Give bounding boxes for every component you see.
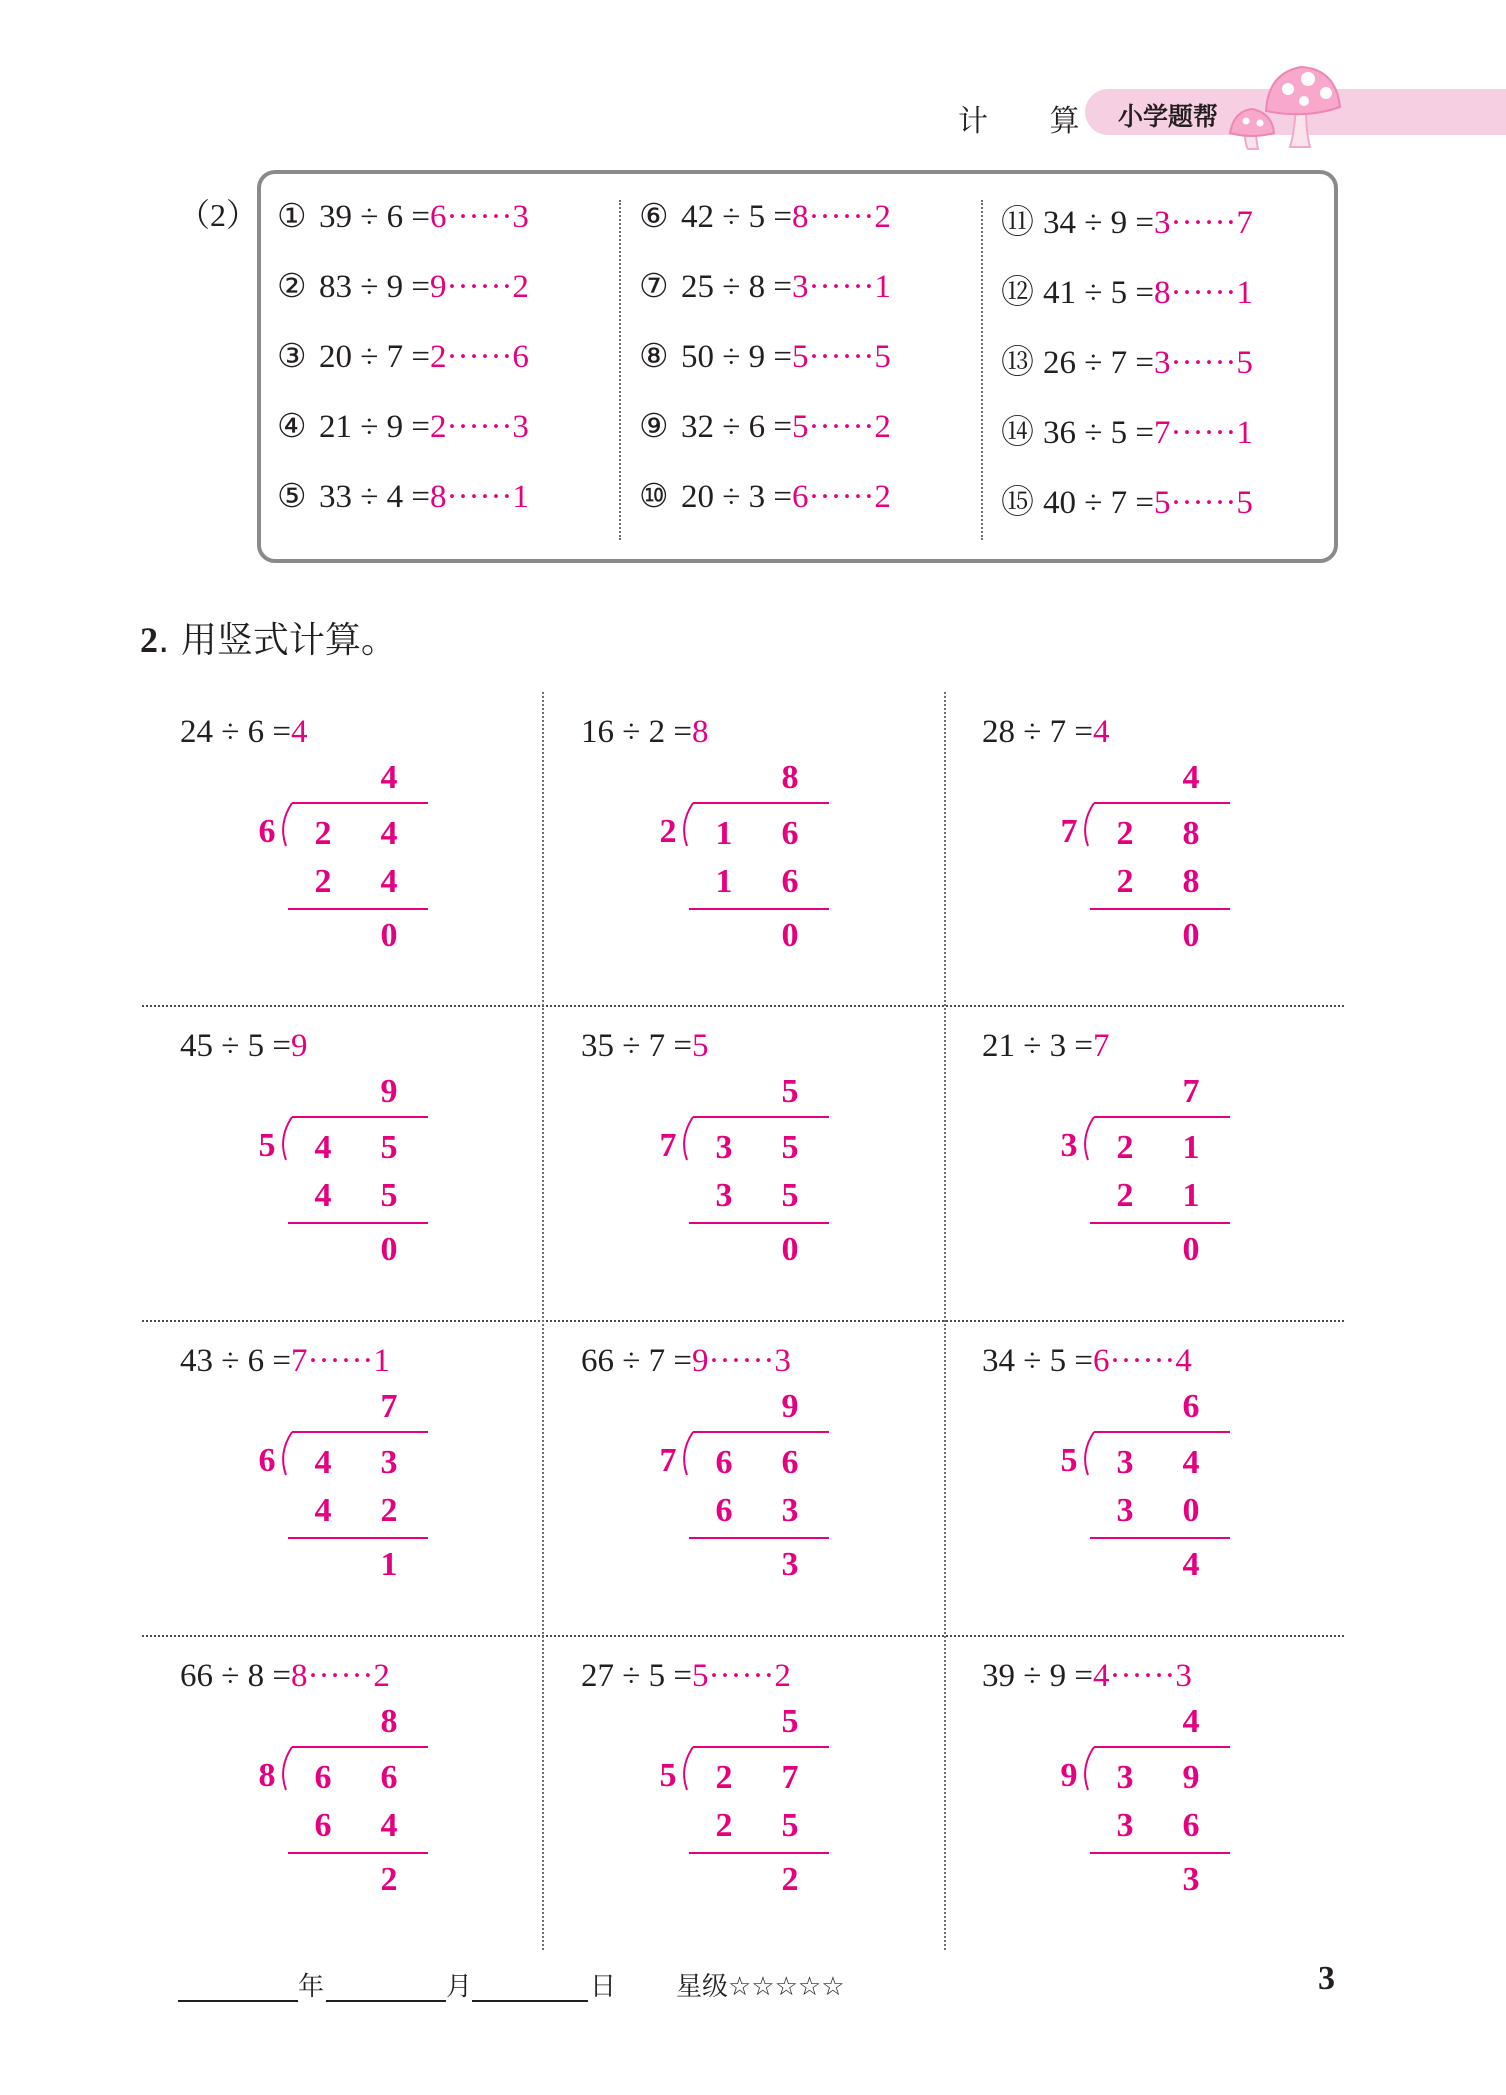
problem-number: ⑤ xyxy=(277,479,307,515)
problem-number: ⑨ xyxy=(639,409,669,445)
division-bracket xyxy=(677,1431,699,1477)
division-bar xyxy=(292,802,428,804)
dividend-ones: 8 xyxy=(1182,815,1200,852)
quotient-digit: 7 xyxy=(380,1388,398,1425)
problem-number: ⑦ xyxy=(639,269,669,305)
long-division xyxy=(944,692,1344,1005)
product-ones: 5 xyxy=(781,1177,799,1214)
quotient-digit: 4 xyxy=(1182,759,1200,796)
division-bracket xyxy=(276,1746,298,1792)
equation-answer: 5 xyxy=(691,1028,709,1064)
product-tens: 2 xyxy=(314,863,332,900)
divisor-digit: 3 xyxy=(1060,1127,1078,1164)
product-tens: 4 xyxy=(314,1177,332,1214)
equation-answer: 8 xyxy=(691,714,709,750)
quotient-digit: 6 xyxy=(1182,1388,1200,1425)
oral-problem xyxy=(639,406,891,446)
division-bracket xyxy=(276,802,298,848)
problem-answer: 6······3 xyxy=(429,199,529,235)
division-bracket xyxy=(677,802,699,848)
equation-answer: 8······2 xyxy=(290,1658,390,1694)
division-bar xyxy=(1094,802,1230,804)
problem-number: ④ xyxy=(277,409,307,445)
division-bar xyxy=(292,1431,428,1433)
product-ones: 5 xyxy=(380,1177,398,1214)
long-division xyxy=(543,692,943,1005)
equation-text: 16 ÷ 2 = xyxy=(581,714,692,750)
product-ones: 5 xyxy=(781,1807,799,1844)
product-tens: 2 xyxy=(1116,863,1134,900)
problem-expression: 20 ÷ 7 = xyxy=(319,339,430,375)
product-tens: 2 xyxy=(715,1807,733,1844)
section-instruction: . 用竖式计算。 xyxy=(158,620,397,661)
dividend-tens: 2 xyxy=(1116,815,1134,852)
dividend-ones: 6 xyxy=(781,815,799,852)
division-bracket xyxy=(677,1116,699,1162)
problem-answer: 5······2 xyxy=(791,409,891,445)
problem-expression: 20 ÷ 3 = xyxy=(681,479,792,515)
dividend-ones: 6 xyxy=(380,1759,398,1796)
dividend-ones: 4 xyxy=(380,815,398,852)
quotient-digit: 4 xyxy=(1182,1703,1200,1740)
month-label: 月 xyxy=(446,1972,473,2002)
divisor-digit: 6 xyxy=(258,813,276,850)
dividend-ones: 4 xyxy=(1182,1444,1200,1481)
problem-answer: 3······1 xyxy=(791,269,891,305)
oral-calc-box xyxy=(257,170,1338,563)
section-number: 2 xyxy=(140,620,158,660)
division-bar xyxy=(693,1116,829,1118)
division-bar xyxy=(292,1746,428,1748)
equation-answer: 7······1 xyxy=(290,1343,390,1379)
equation-answer: 7 xyxy=(1092,1028,1110,1064)
remainder-digit: 0 xyxy=(380,917,398,954)
product-tens: 3 xyxy=(1116,1807,1134,1844)
problem-number: ① xyxy=(277,199,307,235)
dividend-ones: 5 xyxy=(781,1129,799,1166)
product-ones: 2 xyxy=(380,1492,398,1529)
problem-expression: 40 ÷ 7 = xyxy=(1043,485,1154,521)
problem-answer: 8······1 xyxy=(1153,275,1253,311)
equation-text: 39 ÷ 9 = xyxy=(982,1658,1093,1694)
section-title: 计 算 xyxy=(958,104,1106,139)
product-ones: 6 xyxy=(1182,1807,1200,1844)
division-bracket xyxy=(1078,1746,1100,1792)
subtraction-line xyxy=(1090,1852,1230,1854)
subtraction-line xyxy=(288,908,428,910)
long-division xyxy=(142,1006,542,1319)
problem-number: ⑬ xyxy=(1001,345,1034,381)
division-bracket xyxy=(276,1116,298,1162)
problem-number: ② xyxy=(277,269,307,305)
remainder-digit: 2 xyxy=(781,1861,799,1898)
equation-text: 24 ÷ 6 = xyxy=(180,714,291,750)
column-divider xyxy=(619,200,621,540)
problem-expression: 21 ÷ 9 = xyxy=(319,409,430,445)
division-bracket xyxy=(1078,1116,1100,1162)
day-blank xyxy=(472,2000,588,2002)
problem-answer: 2······3 xyxy=(429,409,529,445)
division-cell xyxy=(142,1006,542,1319)
division-cell xyxy=(543,1636,943,1949)
oral-problem xyxy=(1001,476,1253,523)
long-division xyxy=(543,1006,943,1319)
dividend-ones: 1 xyxy=(1182,1129,1200,1166)
problem-expression: 50 ÷ 9 = xyxy=(681,339,792,375)
problem-expression: 41 ÷ 5 = xyxy=(1043,275,1154,311)
product-ones: 1 xyxy=(1182,1177,1200,1214)
day-label: 日 xyxy=(590,1972,617,2002)
division-bracket xyxy=(677,1746,699,1792)
product-tens: 4 xyxy=(314,1492,332,1529)
remainder-digit: 0 xyxy=(781,917,799,954)
product-ones: 3 xyxy=(781,1492,799,1529)
divisor-digit: 7 xyxy=(659,1442,677,1479)
oral-problem xyxy=(639,336,891,376)
divisor-digit: 5 xyxy=(659,1757,677,1794)
equation-answer: 6······4 xyxy=(1092,1343,1192,1379)
subtraction-line xyxy=(689,1852,829,1854)
division-bar xyxy=(1094,1116,1230,1118)
product-ones: 4 xyxy=(380,1807,398,1844)
problem-expression: 26 ÷ 7 = xyxy=(1043,345,1154,381)
oral-problem xyxy=(277,476,529,516)
product-tens: 1 xyxy=(715,863,733,900)
oral-problem xyxy=(1001,266,1253,313)
subtraction-line xyxy=(1090,1537,1230,1539)
remainder-digit: 0 xyxy=(1182,917,1200,954)
problem-answer: 7······1 xyxy=(1153,415,1253,451)
oral-problem xyxy=(639,196,891,236)
subtraction-line xyxy=(288,1537,428,1539)
equation-text: 27 ÷ 5 = xyxy=(581,1658,692,1694)
subtraction-line xyxy=(1090,1222,1230,1224)
long-division xyxy=(944,1006,1344,1319)
equation-text: 34 ÷ 5 = xyxy=(982,1343,1093,1379)
equation-answer: 4······3 xyxy=(1092,1658,1192,1694)
remainder-digit: 3 xyxy=(1182,1861,1200,1898)
dividend-tens: 2 xyxy=(314,815,332,852)
dividend-tens: 2 xyxy=(715,1759,733,1796)
equation-text: 35 ÷ 7 = xyxy=(581,1028,692,1064)
mushroom-icon xyxy=(1226,55,1346,151)
division-bar xyxy=(1094,1431,1230,1433)
remainder-digit: 0 xyxy=(380,1231,398,1268)
remainder-digit: 3 xyxy=(781,1546,799,1583)
dividend-ones: 9 xyxy=(1182,1759,1200,1796)
divisor-digit: 8 xyxy=(258,1757,276,1794)
division-bar xyxy=(693,1431,829,1433)
product-ones: 0 xyxy=(1182,1492,1200,1529)
dividend-ones: 3 xyxy=(380,1444,398,1481)
equation-text: 28 ÷ 7 = xyxy=(982,714,1093,750)
problem-answer: 9······2 xyxy=(429,269,529,305)
section-2-title xyxy=(140,612,397,663)
division-cell xyxy=(944,1636,1344,1949)
star-rating: 星级☆☆☆☆☆ xyxy=(676,1972,845,2002)
page-number: 3 xyxy=(1318,1960,1335,1997)
oral-problem xyxy=(639,266,891,306)
dividend-tens: 6 xyxy=(314,1759,332,1796)
product-tens: 6 xyxy=(715,1492,733,1529)
problem-number: ③ xyxy=(277,339,307,375)
quotient-digit: 8 xyxy=(380,1703,398,1740)
quotient-digit: 7 xyxy=(1182,1073,1200,1110)
problem-answer: 5······5 xyxy=(1153,485,1253,521)
problem-answer: 8······1 xyxy=(429,479,529,515)
subtraction-line xyxy=(1090,908,1230,910)
problem-expression: 42 ÷ 5 = xyxy=(681,199,792,235)
division-cell xyxy=(944,1321,1344,1634)
year-label: 年 xyxy=(298,1972,325,2002)
division-cell xyxy=(944,692,1344,1005)
dividend-tens: 4 xyxy=(314,1129,332,1166)
equation-text: 21 ÷ 3 = xyxy=(982,1028,1093,1064)
division-bracket xyxy=(276,1431,298,1477)
dividend-tens: 3 xyxy=(715,1129,733,1166)
problem-expression: 36 ÷ 5 = xyxy=(1043,415,1154,451)
oral-problem xyxy=(277,406,529,446)
oral-problem xyxy=(1001,336,1253,383)
dividend-tens: 3 xyxy=(1116,1759,1134,1796)
divisor-digit: 5 xyxy=(258,1127,276,1164)
equation-text: 66 ÷ 7 = xyxy=(581,1343,692,1379)
quotient-digit: 9 xyxy=(781,1388,799,1425)
division-bar xyxy=(292,1116,428,1118)
product-ones: 4 xyxy=(380,863,398,900)
quotient-digit: 9 xyxy=(380,1073,398,1110)
long-division xyxy=(142,1321,542,1634)
dividend-tens: 1 xyxy=(715,815,733,852)
equation-answer: 9 xyxy=(290,1028,308,1064)
problem-expression: 32 ÷ 6 = xyxy=(681,409,792,445)
remainder-digit: 2 xyxy=(380,1861,398,1898)
oral-problem xyxy=(1001,406,1253,453)
division-bar xyxy=(693,802,829,804)
problem-number: ⑮ xyxy=(1001,485,1034,521)
division-cell xyxy=(543,1006,943,1319)
problem-number: ⑭ xyxy=(1001,415,1034,451)
product-ones: 6 xyxy=(781,863,799,900)
part-label: （2） xyxy=(178,197,259,233)
problem-answer: 5······5 xyxy=(791,339,891,375)
subtraction-line xyxy=(288,1852,428,1854)
product-ones: 8 xyxy=(1182,863,1200,900)
problem-number: ⑫ xyxy=(1001,275,1034,311)
divisor-digit: 6 xyxy=(258,1442,276,1479)
dividend-tens: 2 xyxy=(1116,1129,1134,1166)
subtraction-line xyxy=(689,1537,829,1539)
year-blank xyxy=(178,2000,298,2002)
equation-answer: 4 xyxy=(290,714,308,750)
remainder-digit: 1 xyxy=(380,1546,398,1583)
dividend-ones: 6 xyxy=(781,1444,799,1481)
subtraction-line xyxy=(689,1222,829,1224)
problem-answer: 6······2 xyxy=(791,479,891,515)
dividend-tens: 6 xyxy=(715,1444,733,1481)
equation-answer: 9······3 xyxy=(691,1343,791,1379)
division-cell xyxy=(142,1321,542,1634)
dividend-ones: 5 xyxy=(380,1129,398,1166)
product-tens: 3 xyxy=(1116,1492,1134,1529)
problem-expression: 34 ÷ 9 = xyxy=(1043,205,1154,241)
brand-label: 小学题帮 xyxy=(1118,102,1219,131)
division-bracket xyxy=(1078,1431,1100,1477)
long-division xyxy=(944,1636,1344,1949)
problem-expression: 39 ÷ 6 = xyxy=(319,199,430,235)
quotient-digit: 4 xyxy=(380,759,398,796)
division-bracket xyxy=(1078,802,1100,848)
equation-text: 43 ÷ 6 = xyxy=(180,1343,291,1379)
subtraction-line xyxy=(288,1222,428,1224)
dividend-ones: 7 xyxy=(781,1759,799,1796)
oral-problem xyxy=(1001,196,1253,243)
equation-text: 45 ÷ 5 = xyxy=(180,1028,291,1064)
division-cell xyxy=(142,1636,542,1949)
divisor-digit: 2 xyxy=(659,813,677,850)
equation-answer: 4 xyxy=(1092,714,1110,750)
oral-problem xyxy=(277,196,529,236)
problem-expression: 83 ÷ 9 = xyxy=(319,269,430,305)
division-cell xyxy=(543,692,943,1005)
long-division xyxy=(142,692,542,1005)
long-division xyxy=(142,1636,542,1949)
division-bar xyxy=(693,1746,829,1748)
equation-answer: 5······2 xyxy=(691,1658,791,1694)
equation-text: 66 ÷ 8 = xyxy=(180,1658,291,1694)
divisor-digit: 7 xyxy=(1060,813,1078,850)
problem-expression: 33 ÷ 4 = xyxy=(319,479,430,515)
quotient-digit: 5 xyxy=(781,1073,799,1110)
dividend-tens: 3 xyxy=(1116,1444,1134,1481)
divisor-digit: 5 xyxy=(1060,1442,1078,1479)
problem-expression: 25 ÷ 8 = xyxy=(681,269,792,305)
oral-problem xyxy=(277,336,529,376)
division-cell xyxy=(543,1321,943,1634)
remainder-digit: 0 xyxy=(1182,1231,1200,1268)
problem-number: ⑩ xyxy=(639,479,669,515)
problem-answer: 8······2 xyxy=(791,199,891,235)
quotient-digit: 5 xyxy=(781,1703,799,1740)
long-division xyxy=(543,1321,943,1634)
long-division xyxy=(543,1636,943,1949)
remainder-digit: 4 xyxy=(1182,1546,1200,1583)
problem-answer: 3······7 xyxy=(1153,205,1253,241)
long-division xyxy=(944,1321,1344,1634)
month-blank xyxy=(326,2000,446,2002)
division-bar xyxy=(1094,1746,1230,1748)
problem-number: ⑥ xyxy=(639,199,669,235)
problem-number: ⑧ xyxy=(639,339,669,375)
division-cell xyxy=(944,1006,1344,1319)
remainder-digit: 0 xyxy=(781,1231,799,1268)
quotient-digit: 8 xyxy=(781,759,799,796)
oral-problem xyxy=(639,476,891,516)
column-divider xyxy=(981,200,983,540)
subtraction-line xyxy=(689,908,829,910)
division-cell xyxy=(142,692,542,1005)
product-tens: 6 xyxy=(314,1807,332,1844)
oral-problem xyxy=(277,266,529,306)
problem-number: ⑪ xyxy=(1001,205,1034,241)
product-tens: 3 xyxy=(715,1177,733,1214)
product-tens: 2 xyxy=(1116,1177,1134,1214)
divisor-digit: 9 xyxy=(1060,1757,1078,1794)
problem-answer: 2······6 xyxy=(429,339,529,375)
problem-answer: 3······5 xyxy=(1153,345,1253,381)
dividend-tens: 4 xyxy=(314,1444,332,1481)
divisor-digit: 7 xyxy=(659,1127,677,1164)
